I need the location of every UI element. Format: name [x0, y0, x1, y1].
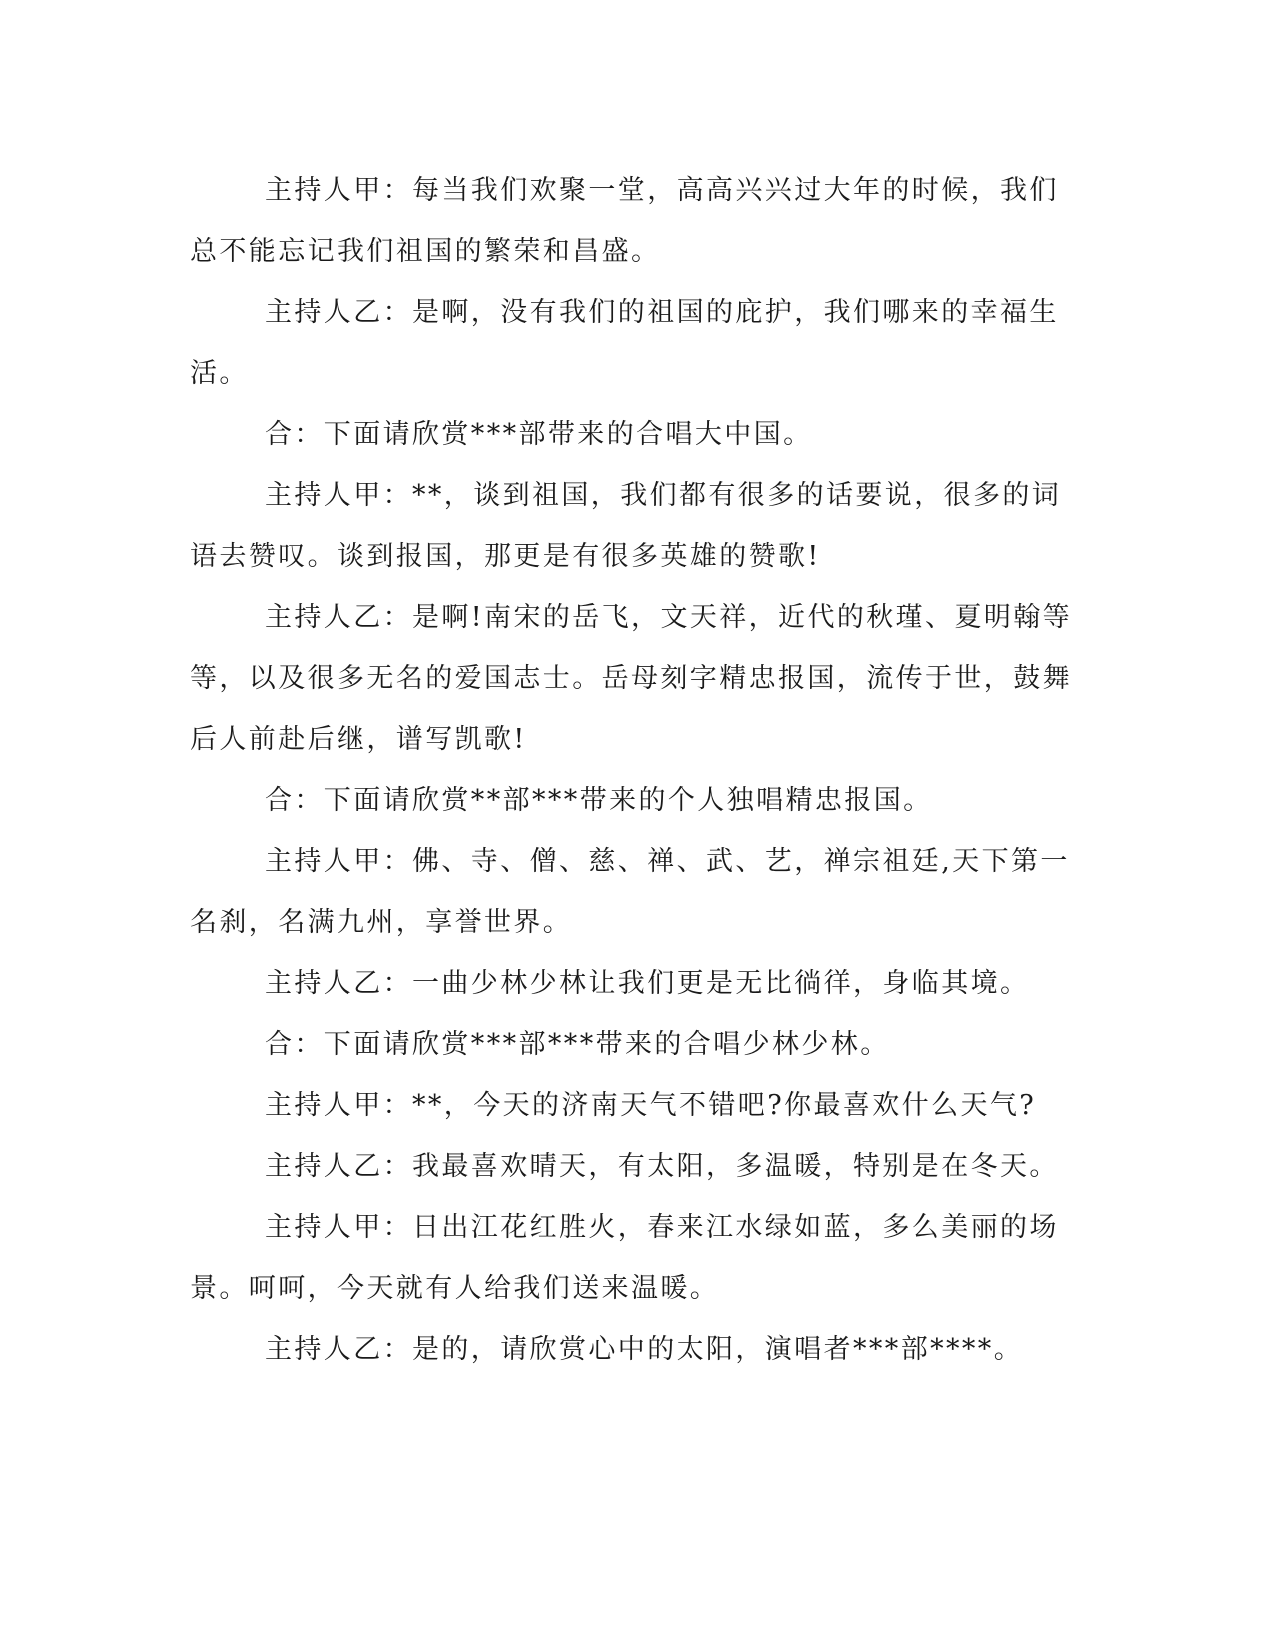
paragraph: 主持人乙：是啊，没有我们的祖国的庇护，我们哪来的幸福生活。 — [190, 297, 1059, 389]
paragraph: 主持人乙：我最喜欢晴天，有太阳，多温暖，特别是在冬天。 — [265, 1151, 1059, 1182]
paragraph: 主持人乙：是啊!南宋的岳飞，文天祥，近代的秋瑾、夏明翰等等，以及很多无名的爱国志士。岳母刻字精忠报国，流传于世，鼓舞后人前赴后继，谱写凯歌! — [190, 602, 1073, 755]
paragraph: 主持人甲：日出江花红胜火，春来江水绿如蓝，多么美丽的场景。呵呵，今天就有人给我们送来温暖。 — [190, 1212, 1059, 1304]
paragraph: 主持人甲：**，今天的济南天气不错吧?你最喜欢什么天气? — [265, 1090, 1037, 1121]
paragraph: 主持人乙：一曲少林少林让我们更是无比徜徉，身临其境。 — [265, 968, 1030, 999]
paragraph: 主持人乙：是的，请欣赏心中的太阳，演唱者***部****。 — [265, 1334, 1024, 1365]
paragraph: 合：下面请欣赏***部***带来的合唱少林少林。 — [265, 1029, 890, 1060]
paragraph: 合：下面请欣赏**部***带来的个人独唱精忠报国。 — [265, 785, 933, 816]
paragraph: 主持人甲：每当我们欢聚一堂，高高兴兴过大年的时候，我们总不能忘记我们祖国的繁荣和昌盛。 — [190, 175, 1059, 267]
paragraph: 主持人甲：**，谈到祖国，我们都有很多的话要说，很多的词语去赞叹。谈到报国，那更是有很多英雄的赞歌! — [190, 480, 1062, 572]
paragraph: 主持人甲：佛、寺、僧、慈、禅、武、艺，禅宗祖廷,天下第一名刹，名满九州，享誉世界。 — [190, 846, 1070, 938]
document-body — [190, 160, 1080, 1380]
paragraph: 合：下面请欣赏***部带来的合唱大中国。 — [265, 419, 813, 450]
